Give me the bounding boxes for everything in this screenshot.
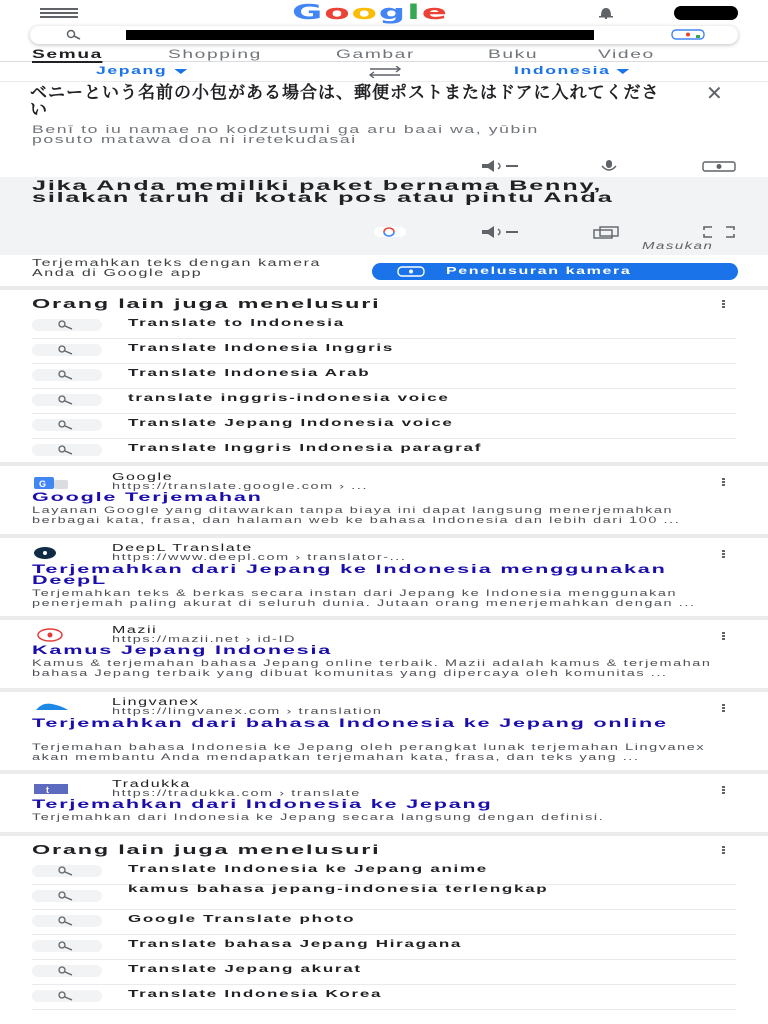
search-icon [32,344,102,356]
search-icon [32,419,102,431]
search-icon[interactable] [64,29,84,40]
divider [0,462,768,466]
related-search-text: Translate bahasa Jepang Hiragana [128,939,463,950]
camera-prompt: Terjemahkan teks dengan kamera Anda di Google app [32,258,322,279]
related-search-item[interactable] [32,439,736,464]
google-logo[interactable] [292,0,449,24]
related-search-text: Google Translate photo [128,914,356,925]
search-icon [32,394,102,406]
related-search-text: Translate Indonesia ke Jepang anime [128,864,488,875]
bell-icon[interactable] [596,5,616,19]
related-search-text: Translate Indonesia Arab [128,368,371,379]
microphone-icon[interactable] [594,159,624,173]
related-search-text: Translate Indonesia Inggris [128,343,395,354]
search-result [0,542,768,620]
more-options-icon[interactable] [722,846,726,855]
result-url[interactable]: https://mazii.net › id-ID [112,634,297,644]
section-title: Orang lain juga menelusuri [32,296,381,311]
chevron-down-icon [174,69,187,74]
related-search-item[interactable] [32,339,736,364]
camera-icon[interactable] [700,159,738,173]
close-icon[interactable]: ✕ [706,83,723,105]
logo-letter: g [378,0,408,24]
people-also-search-section [0,842,768,1012]
result-title-link[interactable]: Terjemahkan dari bahasa Indonesia ke Jepang online [32,716,668,730]
more-options-icon[interactable] [722,300,726,309]
related-search-item[interactable] [32,364,736,389]
swap-icon[interactable] [366,66,404,78]
related-search-text: Translate Indonesia Korea [128,989,383,1000]
copy-icon[interactable] [590,225,630,239]
svg-text:t: t [46,785,49,795]
result-site-name: DeepL Translate [112,543,253,554]
result-site-name: Google [112,472,174,483]
speaker-icon[interactable] [480,159,520,173]
logo-letter: G [292,0,325,24]
related-search-item[interactable] [32,935,736,960]
related-search-text: kamus bahasa jepang-indonesia terlengkap [128,884,549,895]
translation-panel [0,177,768,255]
related-search-text: translate inggris-indonesia voice [128,393,450,404]
logo-letter: o [324,0,352,24]
tradukka-favicon [32,782,72,796]
result-title-link[interactable]: Google Terjemahan [32,490,263,504]
search-icon [32,890,102,902]
camera-search-row [0,256,768,290]
result-snippet: Terjemahkan teks & berkas secara instan dari Jepang ke Indonesia menggunakan penerjemah paling akurat di seluruh dunia. Jutaan orang menerjemahkan dengan ... [32,588,696,608]
search-result [0,778,768,836]
related-search-item[interactable] [32,389,736,414]
related-search-item[interactable] [32,314,736,339]
search-query-redacted[interactable] [126,30,594,40]
search-result [0,470,768,538]
related-search-item[interactable] [32,985,736,1010]
more-options-icon[interactable] [722,550,726,559]
camera-search-label: Penelusuran kamera [446,266,632,277]
result-site-name: Mazii [112,625,158,636]
related-search-item[interactable] [32,414,736,439]
result-title-link[interactable]: Terjemahkan dari Indonesia ke Jepang [32,797,493,811]
language-selector-row [0,62,768,82]
related-search-item[interactable] [32,860,736,885]
search-result [0,624,768,692]
search-icon [32,319,102,331]
search-icon [32,940,102,952]
search-icon [32,990,102,1002]
result-snippet: Terjemahan bahasa Indonesia ke Jepang oleh perangkat lunak terjemahan Lingvanex akan membantu Anda mendapatkan terjemahan kata, frasa, dan teks yang ... [32,742,706,762]
more-options-icon[interactable] [722,478,726,487]
google-lens-icon[interactable] [668,29,708,40]
google-translate-favicon [32,476,72,490]
source-panel [0,83,768,177]
source-language-label: Jepang [96,65,168,77]
result-snippet: Terjemahkan dari Indonesia ke Jepang secara langsung dengan definisi. [32,812,605,822]
result-snippet: Kamus & terjemahan bahasa Jepang online terbaik. Mazii adalah kamus & terjemahan bahasa Jepang terbaik yang dibuat komunitas yang dipercaya oleh komunitas ... [32,658,712,678]
search-bar[interactable] [30,26,738,44]
translation-text[interactable]: Jika Anda memiliki paket bernama Benny, silakan taruh di kotak pos atau pintu Anda [32,177,614,205]
feedback-link[interactable]: Masukan [642,241,714,252]
result-site-name: Tradukka [112,779,191,790]
logo-letter: l [407,0,422,24]
mazii-favicon [32,628,72,642]
search-icon [32,444,102,456]
related-search-text: Translate to Indonesia [128,318,345,329]
logo-letter: e [421,0,449,24]
tab-shopping[interactable]: Shopping [168,47,262,61]
hamburger-icon[interactable] [40,8,78,18]
fullscreen-icon[interactable] [700,225,738,239]
people-also-search-section [0,296,768,466]
more-options-icon[interactable] [722,786,726,795]
chevron-down-icon [617,69,630,74]
google-lens-icon [396,266,426,277]
tab-gambar[interactable]: Gambar [336,47,415,61]
result-url[interactable]: https://tradukka.com › translate [112,788,361,798]
search-icon [32,915,102,927]
svg-text:G: G [39,479,47,489]
lingvanex-favicon [32,700,72,714]
camera-search-button[interactable] [372,263,738,280]
related-search-item[interactable] [32,910,736,935]
speaker-icon[interactable] [480,225,520,239]
tab-semua[interactable]: Semua [32,47,103,61]
related-search-item[interactable] [32,885,736,910]
related-search-item[interactable] [32,960,736,985]
tab-video[interactable]: Video [598,47,655,61]
source-romanization: Benī to iu namae no kodzutsumi ga aru baai wa, yūbin posuto matawa doa ni iretekudasai [32,124,539,146]
search-result [0,696,768,774]
result-url[interactable]: https://www.deepl.com › translator-... [112,552,407,562]
target-language-label: Indonesia [514,65,611,77]
related-search-text: Translate Jepang akurat [128,964,362,975]
more-options-icon[interactable] [722,704,726,713]
result-title-link[interactable]: Kamus Jepang Indonesia [32,643,333,657]
related-search-text: Translate Inggris Indonesia paragraf [128,443,483,454]
tab-buku[interactable]: Buku [488,47,539,61]
source-text[interactable]: ベニーという名前の小包がある場合は、郵便ポストまたはドアに入れてください [30,83,660,120]
result-site-name: Lingvanex [112,697,200,708]
top-bar [0,0,768,26]
result-title-link[interactable]: Terjemahkan dari Jepang ke Indonesia menggunakan DeepL [32,562,667,587]
result-url[interactable]: https://translate.google.com › ... [112,481,369,491]
deepl-favicon [32,546,72,560]
section-title: Orang lain juga menelusuri [32,842,381,857]
source-language-select[interactable] [96,65,186,77]
logo-letter: o [351,0,379,24]
related-search-text: Translate Jepang Indonesia voice [128,418,454,429]
result-url[interactable]: https://lingvanex.com › translation [112,706,383,716]
search-icon [32,965,102,977]
more-options-icon[interactable] [722,632,726,641]
search-icon [32,865,102,877]
google-g-icon[interactable] [370,225,410,239]
search-tabs [0,44,768,62]
avatar[interactable] [674,6,738,20]
result-snippet: Layanan Google yang ditawarkan tanpa biaya ini dapat langsung menerjemahkan berbagai kata, frasa, dan halaman web ke bahasa Indonesia dan lebih dari 100 ... [32,505,681,525]
target-language-select[interactable] [514,65,630,77]
search-icon [32,369,102,381]
